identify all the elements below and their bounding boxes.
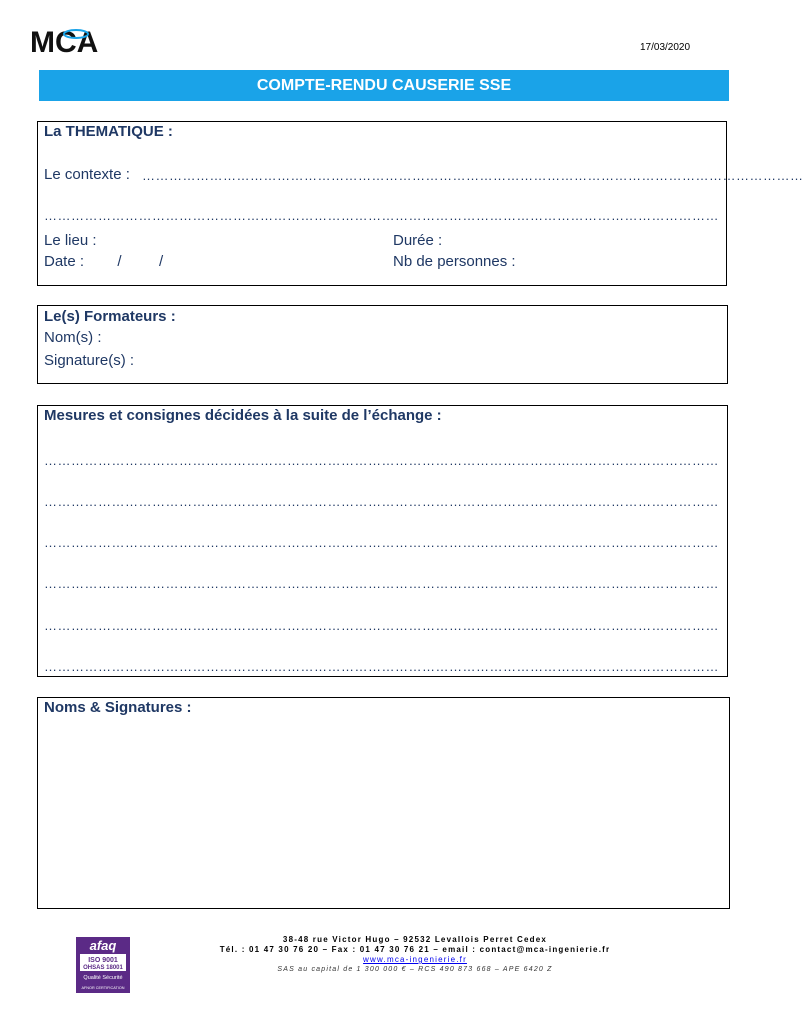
contexte-dots-line2: ……………………………………………………………………………………………………………………………………: [44, 208, 719, 223]
mesures-heading: Mesures et consignes décidées à la suite de l’échange :: [44, 407, 442, 424]
mesures-line: ……………………………………………………………………………………………………………………………………: [44, 453, 719, 468]
duree-label: Durée :: [393, 232, 443, 249]
footer-legal: SAS au capital de 1 300 000 € – RCS 490 873 668 – APE 6420 Z: [277, 966, 553, 973]
footer-contact: Tél. : 01 47 30 76 20 – Fax : 01 47 30 76 21 – email : contact@mca-ingenierie.fr: [219, 945, 611, 954]
mca-logo: [30, 22, 110, 58]
footer-website-row: [175, 955, 655, 964]
svg-text:afaq: afaq: [89, 938, 117, 953]
page-title: COMPTE-RENDU CAUSERIE SSE: [39, 70, 729, 101]
website-link[interactable]: www.mca-ingenierie.fr: [363, 955, 467, 964]
svg-text:MCA: MCA: [30, 26, 99, 59]
mesures-line: ……………………………………………………………………………………………………………………………………: [44, 618, 719, 633]
signatures-heading: Noms & Signatures :: [44, 699, 192, 716]
date-label: Date : / /: [44, 253, 164, 270]
svg-text:ISO 9001: ISO 9001: [88, 957, 118, 964]
mesures-line: ……………………………………………………………………………………………………………………………………: [44, 576, 719, 591]
mesures-line: ……………………………………………………………………………………………………………………………………: [44, 659, 719, 674]
formateurs-heading: Le(s) Formateurs :: [44, 308, 176, 325]
thematique-heading: La THEMATIQUE :: [44, 123, 173, 140]
svg-text:AFNOR CERTIFICATION: AFNOR CERTIFICATION: [81, 986, 125, 990]
signatures-section: [37, 697, 730, 909]
lieu-label: Le lieu :: [44, 232, 97, 249]
document-date: 17/03/2020: [640, 42, 691, 53]
mesures-line: ……………………………………………………………………………………………………………………………………: [44, 494, 719, 509]
nb-personnes-label: Nb de personnes :: [393, 253, 516, 270]
svg-text:OHSAS 18001: OHSAS 18001: [83, 965, 123, 971]
contexte-label: Le contexte :: [44, 166, 130, 183]
svg-text:Qualité Sécurité: Qualité Sécurité: [83, 975, 123, 981]
contexte-dots: …………………………………………………………………………………………………………………………………: [142, 168, 804, 183]
footer-address: 38-48 rue Victor Hugo – 92532 Levallois Perret Cedex: [282, 935, 548, 944]
mesures-line: ……………………………………………………………………………………………………………………………………: [44, 535, 719, 550]
noms-label: Nom(s) :: [44, 329, 102, 346]
signatures-label: Signature(s) :: [44, 352, 135, 369]
afaq-certification-badge: [76, 937, 130, 993]
